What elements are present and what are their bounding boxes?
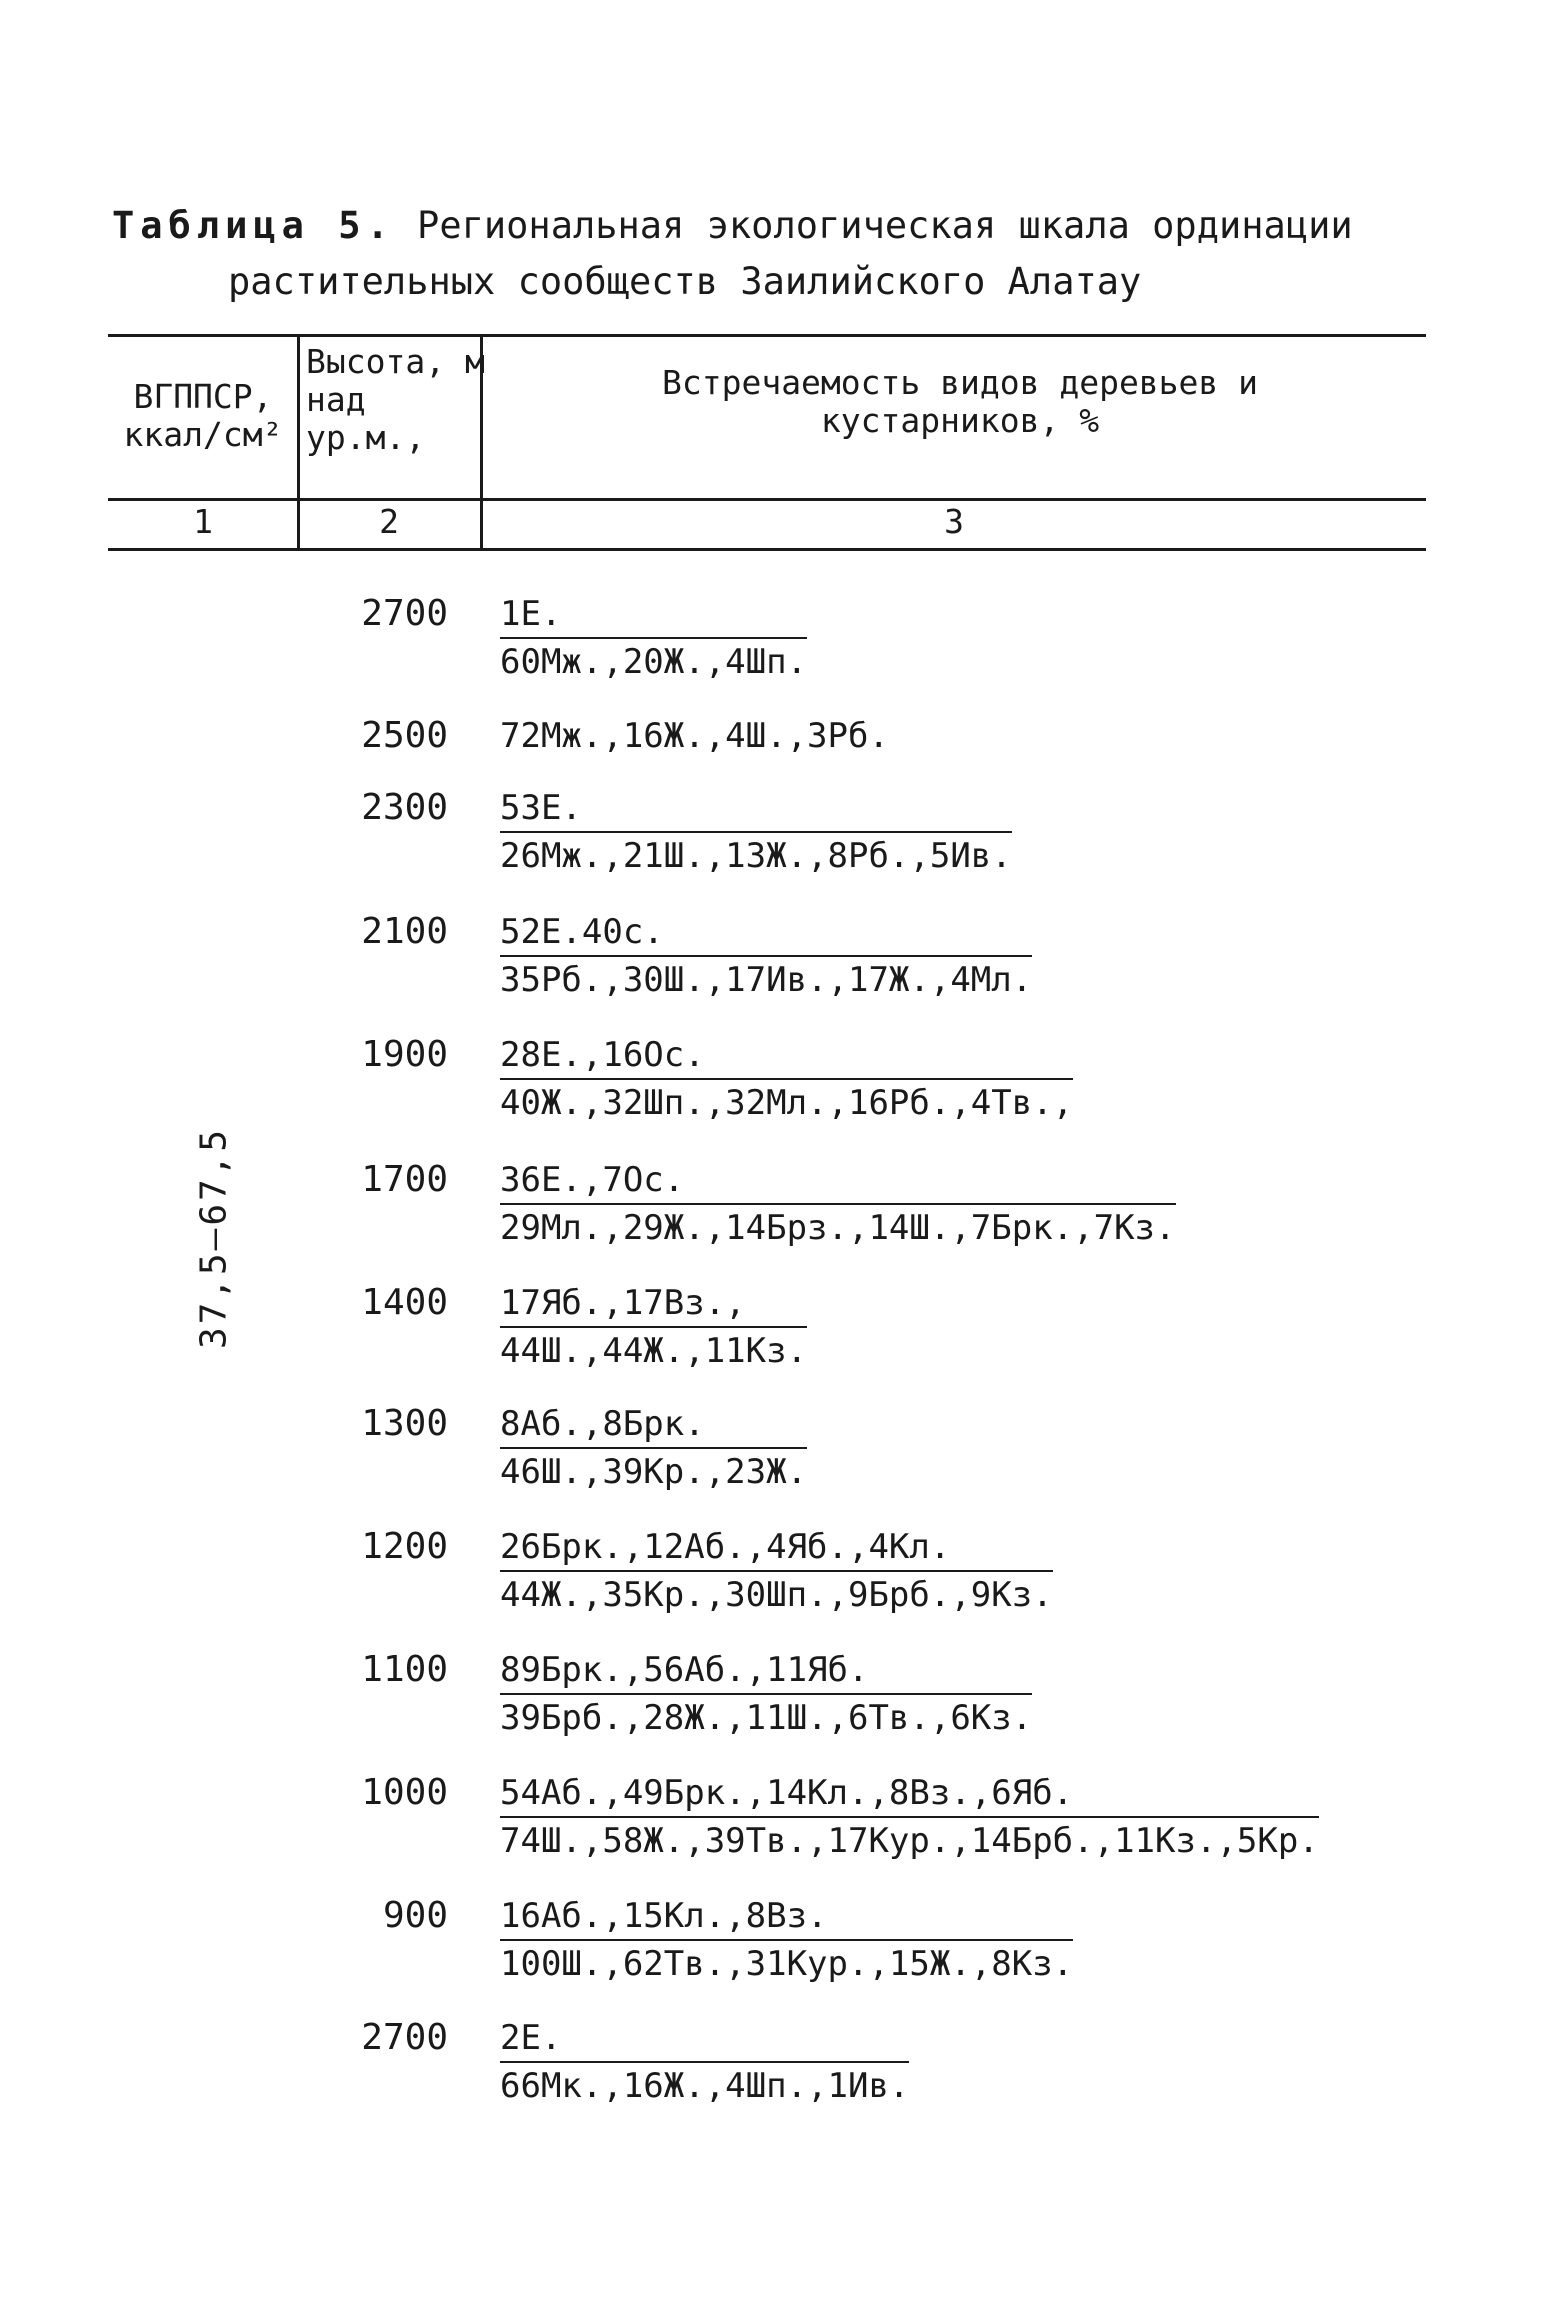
shrubs-and-understory: 44Ш.,44Ж.,11Кз. [500,1331,808,1371]
occurrence-cell [500,1033,1073,1125]
altitude-value: 1000 [361,1772,448,1813]
altitude-value: 2700 [361,2017,448,2058]
dominant-trees: 17Яб.,17Вз., [500,1281,807,1328]
table-top-rule [108,334,1426,337]
dominant-trees: 1Е. [500,592,807,639]
shrubs-and-understory: 60Мж.,20Ж.,4Шп. [500,642,808,682]
occurrence-cell [500,592,807,684]
shrubs-and-understory: 40Ж.,32Шп.,32Мл.,16Рб.,4Тв., [500,1083,1074,1123]
occurrence-single: 72Мж.,16Ж.,4Ш.,3Рб. [500,716,889,756]
occurrence-cell [500,1158,1176,1250]
altitude-value: 1900 [361,1034,448,1075]
shrubs-and-understory: 74Ш.,58Ж.,39Тв.,17Кур.,14Брб.,11Кз.,5Кр. [500,1821,1319,1861]
dominant-trees: 36Е.,7Ос. [500,1158,1176,1205]
shrubs-and-understory: 100Ш.,62Тв.,31Кур.,15Ж.,8Кз. [500,1944,1074,1984]
occurrence-cell [500,1771,1319,1863]
caption-line-1 [112,198,1442,254]
header-occurrence-line-2: кустарников, % [820,401,1100,440]
altitude-value: 1100 [361,1649,448,1690]
altitude-value: 1200 [361,1526,448,1567]
header-occurrence-line-1: Встречаемость видов деревьев и [661,363,1259,402]
dominant-trees: 26Брк.,12Аб.,4Яб.,4Кл. [500,1525,1053,1572]
caption-title-part-2: растительных сообществ Заилийского Алатау [228,260,1142,303]
occurrence-fraction [500,1771,1319,1863]
column-number-rule [108,548,1426,551]
energy-range-label: 37,5–67,5 [193,1126,235,1350]
shrubs-and-understory: 46Ш.,39Кр.,23Ж. [500,1452,808,1492]
caption-label: Таблица 5. [112,204,395,247]
column-number-1: 1 [193,502,213,541]
occurrence-cell [500,786,1012,878]
occurrence-fraction [500,1648,1032,1740]
table-caption [112,198,1442,310]
occurrence-cell [500,1894,1073,1986]
shrubs-and-understory: 35Рб.,30Ш.,17Ив.,17Ж.,4Мл. [500,960,1033,1000]
altitude-value: 900 [382,1895,448,1936]
occurrence-fraction [500,1894,1073,1986]
header-occurrence [500,364,1420,440]
shrubs-and-understory: 26Мж.,21Ш.,13Ж.,8Рб.,5Ив. [500,836,1012,876]
occurrence-cell [500,1525,1053,1617]
altitude-value: 1300 [361,1403,448,1444]
altitude-value: 2700 [361,593,448,634]
altitude-value: 1400 [361,1282,448,1323]
shrubs-and-understory: 29Мл.,29Ж.,14Брз.,14Ш.,7Брк.,7Кз. [500,1208,1176,1248]
dominant-trees: 53Е. [500,786,1012,833]
occurrence-cell [500,910,1032,1002]
occurrence-fraction [500,1525,1053,1617]
occurrence-cell [500,714,889,758]
altitude-value: 2300 [361,787,448,828]
occurrence-cell [500,1648,1032,1740]
altitude-value: 1700 [361,1159,448,1200]
dominant-trees: 54Аб.,49Брк.,14Кл.,8Вз.,6Яб. [500,1771,1319,1818]
occurrence-fraction [500,1281,807,1373]
occurrence-cell [500,1281,807,1373]
shrubs-and-understory: 44Ж.,35Кр.,30Шп.,9Брб.,9Кз. [500,1575,1053,1615]
dominant-trees: 2Е. [500,2016,909,2063]
caption-title-part-1: Региональная экологическая шкала ординации [417,204,1353,247]
occurrence-fraction [500,1402,807,1494]
occurrence-fraction [500,1033,1073,1125]
header-bottom-rule [108,498,1426,501]
occurrence-cell [500,1402,807,1494]
column-number-2: 2 [379,502,399,541]
occurrence-fraction [500,910,1032,1002]
dominant-trees: 89Брк.,56Аб.,11Яб. [500,1648,1032,1695]
dominant-trees: 28Е.,16Ос. [500,1033,1073,1080]
header-altitude: Высота, м над ур.м., [306,342,485,457]
occurrence-fraction [500,1158,1176,1250]
dominant-trees: 16Аб.,15Кл.,8Вз. [500,1894,1073,1941]
header-energy: ВГППСР, ккал/см² [123,377,283,454]
occurrence-fraction [500,786,1012,878]
column-number-3: 3 [944,502,964,541]
altitude-value: 2500 [361,715,448,756]
altitude-value: 2100 [361,911,448,952]
shrubs-and-understory: 66Мк.,16Ж.,4Шп.,1Ив. [500,2066,910,2106]
occurrence-fraction [500,2016,909,2108]
dominant-trees: 8Аб.,8Брк. [500,1402,807,1449]
occurrence-cell [500,2016,909,2108]
occurrence-fraction [500,592,807,684]
dominant-trees: 52Е.40с. [500,910,1032,957]
shrubs-and-understory: 39Брб.,28Ж.,11Ш.,6Тв.,6Кз. [500,1698,1033,1738]
